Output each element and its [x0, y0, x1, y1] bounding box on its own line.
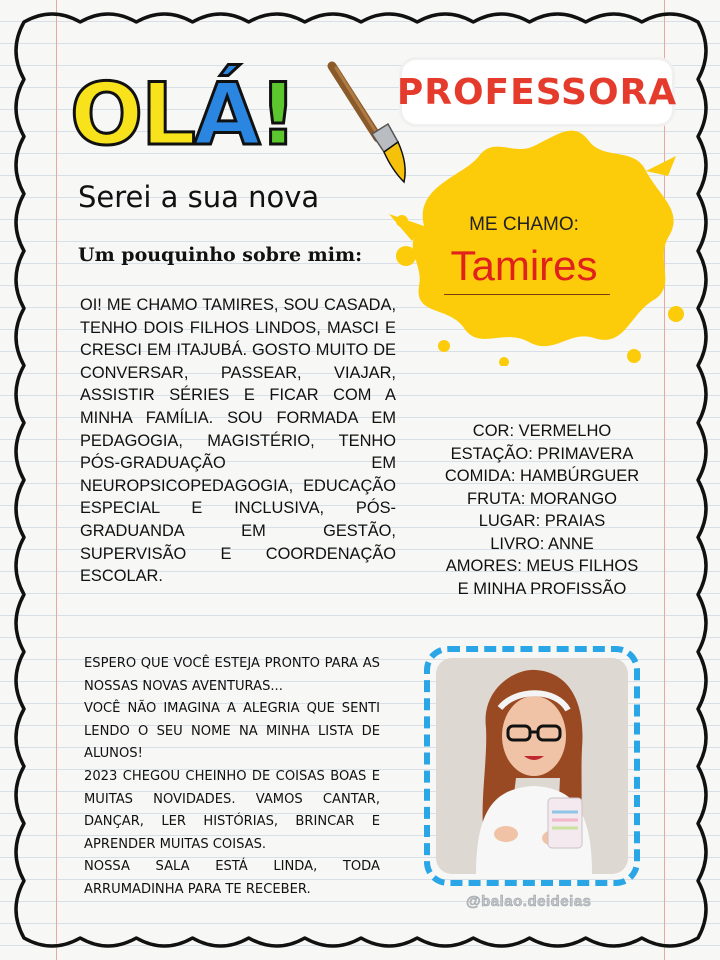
welcome-paragraph: ESPERO QUE VOCÊ ESTEJA PRONTO PARA AS NOSSAS NOVAS AVENTURAS... — [84, 656, 380, 694]
teacher-name: Tamires — [450, 242, 598, 289]
teacher-photo — [436, 658, 628, 874]
section-heading: Um pouquinho sobre mim: — [78, 244, 363, 266]
favorite-food: COMIDA: HAMBÚRGUER — [444, 467, 640, 485]
greeting-part-2: Á — [193, 65, 259, 165]
bio-text: OI! ME CHAMO TAMIRES, SOU CASADA, TENHO DOIS FILHOS LINDOS, MASCI E CRESCI EM ITAJUBÁ. GOSTO MUITO DE CONVERSAR, PASSEAR, VIAJAR, ASSISTIR SÉRIES E FICAR COM A MINHA FAMÍLIA. SOU FORMADA EM PEDAGOGIA, MAGISTÉRIO, TENHO PÓS-GRADUAÇÃO EM NEUROPSICOPEDAGOGIA, EDUCAÇÃO ESPECIAL E INCLUSIVA, PÓS-GRADUANDA EM GESTÃO, SUPERVISÃO E COORDENAÇÃO ESCOLAR. — [80, 296, 396, 586]
greeting-title — [70, 65, 296, 165]
title-box — [396, 60, 678, 124]
favorite-book: LIVRO: ANNE — [490, 534, 594, 553]
photo-frame — [424, 646, 640, 886]
title-professora: PROFESSORA — [396, 71, 678, 113]
favorite-season: ESTAÇÃO: PRIMAVERA — [450, 444, 634, 463]
favorites-list — [424, 420, 660, 600]
credit-handle: @balao.deideias — [466, 893, 592, 910]
paint-splat — [384, 116, 684, 366]
greeting-part-1: OL — [70, 65, 194, 165]
welcome-paragraph: NOSSA SALA ESTÁ LINDA, TODA ARRUMADINHA PARA TE RECEBER. — [84, 859, 380, 897]
name-label: ME CHAMO: — [469, 214, 579, 235]
subtitle: Serei a sua nova — [78, 180, 320, 214]
welcome-message — [84, 653, 380, 902]
greeting-part-3: ! — [258, 65, 296, 165]
favorite-place: LUGAR: PRAIAS — [478, 512, 606, 530]
favorite-color: COR: VERMELHO — [472, 422, 612, 440]
favorite-loves-cont: E MINHA PROFISSÃO — [457, 579, 627, 598]
name-underline — [444, 294, 610, 295]
welcome-paragraph: VOCÊ NÃO IMAGINA A ALEGRIA QUE SENTI LENDO O SEU NOME NA MINHA LISTA DE ALUNOS! — [84, 701, 380, 762]
favorite-fruit: FRUTA: MORANGO — [466, 489, 618, 508]
welcome-paragraph: 2023 CHEGOU CHEINHO DE COISAS BOAS E MUITAS NOVIDADES. VAMOS CANTAR, DANÇAR, LER HISTÓRIAS, BRINCAR E APRENDER MUITAS COISAS. — [84, 768, 380, 852]
favorite-loves: AMORES: MEUS FILHOS — [445, 557, 639, 575]
